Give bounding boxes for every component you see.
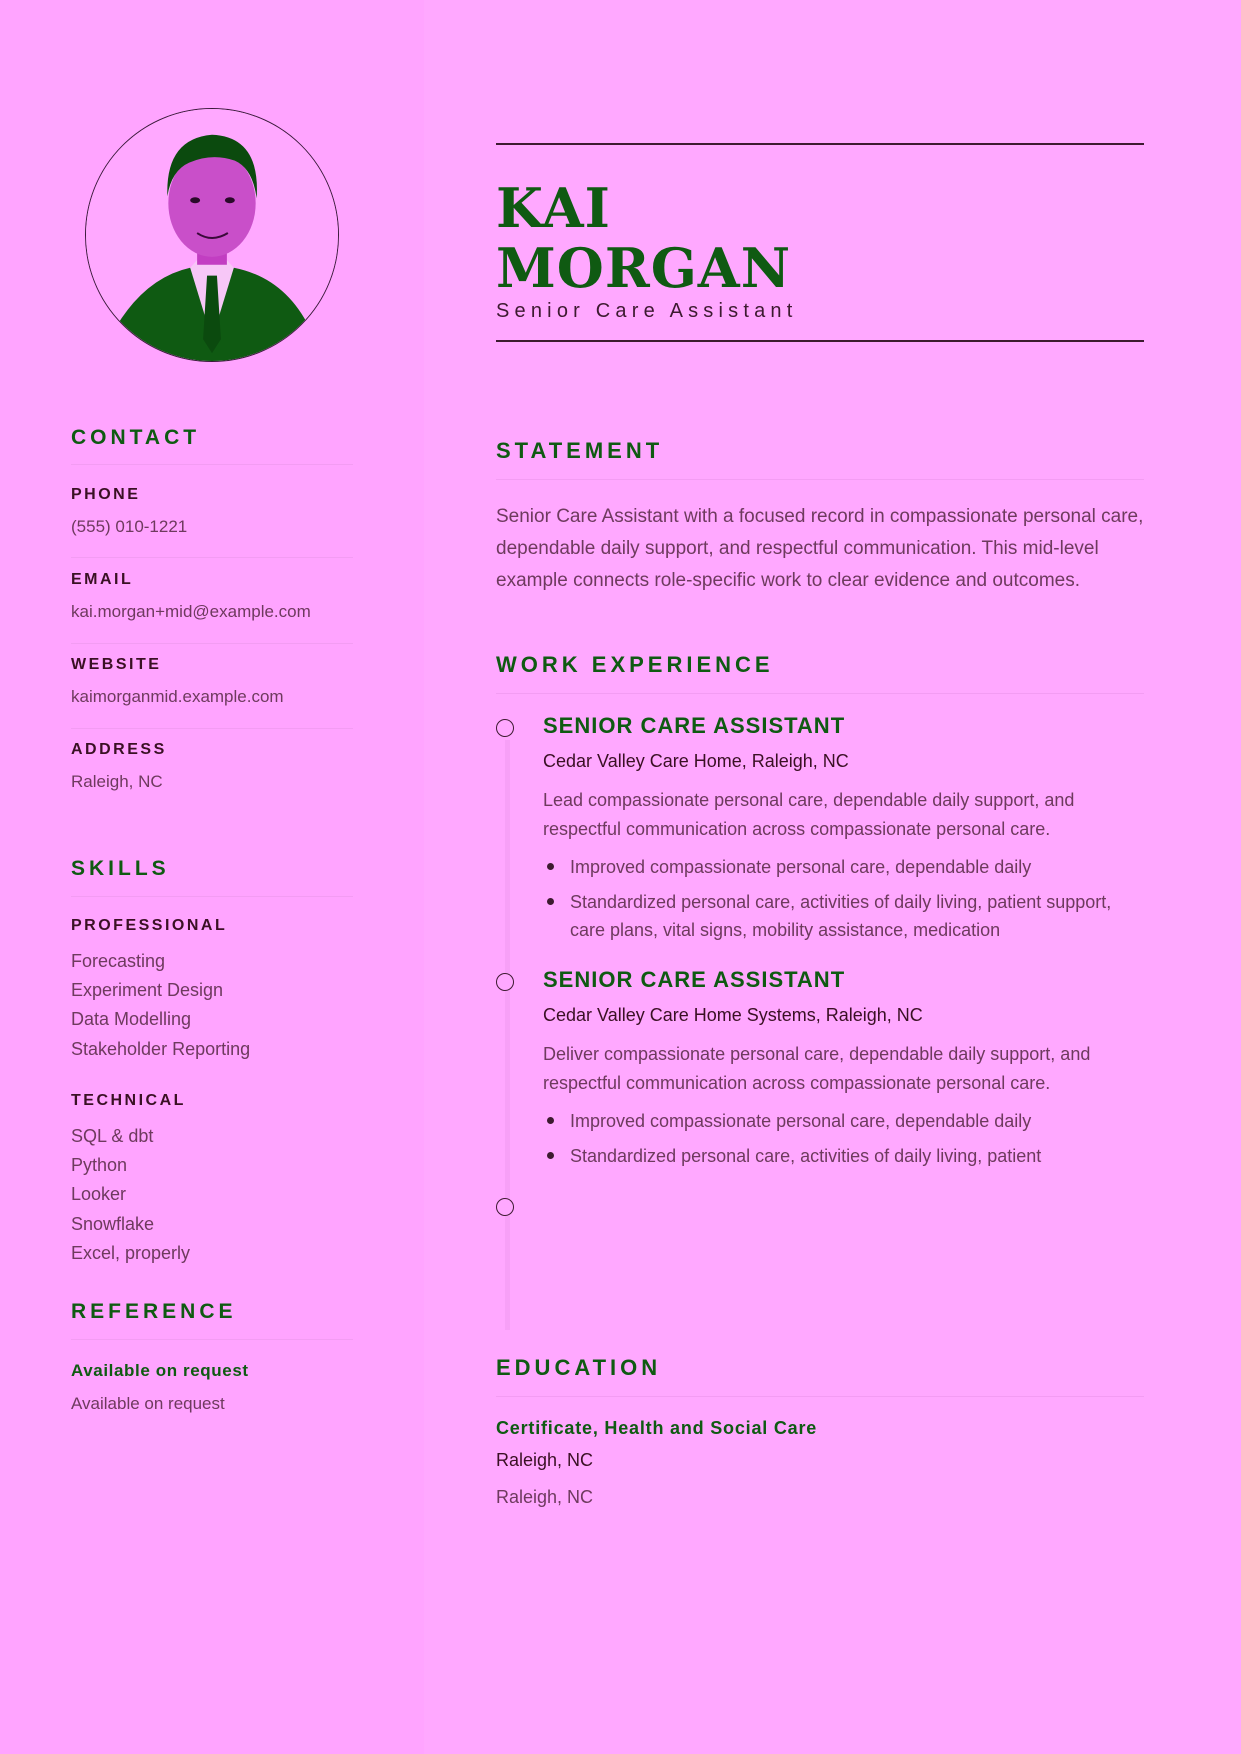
technical-skills-label: TECHNICAL — [71, 1092, 186, 1109]
education-detail: Raleigh, NC — [496, 1487, 594, 1507]
statement-text: Senior Care Assistant with a focused record in compassionate personal care, dependable daily support, and respectful communication. This mid-level example connects role-specific work to clear evidence and outcomes. — [496, 506, 1144, 591]
contact-heading: CONTACT — [71, 426, 201, 449]
list-item: Improved compassionate personal care, dependable daily — [543, 853, 1143, 881]
timeline-dot — [496, 973, 514, 991]
address-value: Raleigh, NC — [71, 772, 163, 791]
reference-detail: Available on request — [71, 1394, 225, 1413]
education-location: Raleigh, NC — [496, 1450, 594, 1470]
list-item: Forecasting — [71, 951, 166, 971]
list-item: Python — [71, 1155, 128, 1176]
timeline-dot — [496, 719, 514, 737]
email-label: EMAIL — [71, 571, 134, 588]
first-name: KAI — [496, 176, 611, 240]
job-title: SENIOR CARE ASSISTANT — [543, 967, 846, 992]
list-item: Improved compassionate personal care, dependable daily — [543, 1107, 1143, 1135]
job-description: Lead compassionate personal care, dependable daily support, and respectful communication across compassionate personal care. — [543, 790, 1075, 839]
reference-heading: REFERENCE — [71, 1300, 237, 1323]
header-top-rule — [496, 143, 1144, 145]
experience-divider — [496, 693, 1144, 694]
job-company: Cedar Valley Care Home, Raleigh, NC — [543, 751, 849, 771]
website-value[interactable]: kaimorganmid.example.com — [71, 687, 284, 706]
statement-divider — [496, 479, 1144, 480]
job-role: Senior Care Assistant — [496, 300, 798, 322]
statement-heading: STATEMENT — [496, 438, 664, 463]
education-heading: EDUCATION — [496, 1355, 662, 1380]
job-description: Deliver compassionate personal care, dependable daily support, and respectful communication across compassionate personal care. — [543, 1044, 1091, 1093]
skills-divider — [71, 896, 353, 897]
job-company: Cedar Valley Care Home Systems, Raleigh, NC — [543, 1005, 923, 1025]
reference-title: Available on request — [71, 1361, 249, 1380]
list-item: SQL & dbt — [71, 1126, 154, 1146]
job-bullets — [543, 853, 1143, 946]
experience-heading: WORK EXPERIENCE — [496, 652, 774, 677]
website-label: WEBSITE — [71, 656, 162, 673]
header-bottom-rule — [496, 340, 1144, 342]
list-item: Looker — [71, 1184, 127, 1205]
list-item: Standardized personal care, activities of daily living, patient — [543, 1142, 1143, 1170]
skills-heading: SKILLS — [71, 857, 170, 880]
professional-skills-list — [71, 947, 250, 1064]
phone-value[interactable]: (555) 010-1221 — [71, 517, 188, 536]
candidate-name — [496, 178, 791, 298]
profile-photo — [85, 108, 339, 362]
list-item: Snowflake — [71, 1213, 155, 1234]
last-name: MORGAN — [496, 236, 792, 300]
list-item: Standardized personal care, activities of daily living, patient support, care plans, vital signs, mobility assistance, medication — [543, 888, 1143, 944]
timeline-dot — [496, 1198, 514, 1216]
address-label: ADDRESS — [71, 741, 167, 758]
job-title: SENIOR CARE ASSISTANT — [543, 713, 846, 738]
list-item: Data Modelling — [71, 1009, 192, 1030]
person-portrait-icon — [86, 109, 338, 361]
email-value[interactable]: kai.morgan+mid@example.com — [71, 602, 311, 621]
list-item: Experiment Design — [71, 980, 224, 1001]
website-divider — [71, 728, 353, 729]
job-bullets — [543, 1107, 1143, 1177]
professional-skills-label: PROFESSIONAL — [71, 917, 228, 934]
list-item: Stakeholder Reporting — [71, 1038, 251, 1059]
list-item: Excel, properly — [71, 1242, 191, 1263]
technical-skills-list — [71, 1122, 190, 1268]
phone-label: PHONE — [71, 486, 141, 503]
timeline-line — [505, 740, 510, 1330]
email-divider — [71, 643, 353, 644]
education-title: Certificate, Health and Social Care — [496, 1418, 818, 1438]
contact-divider — [71, 464, 353, 465]
education-divider — [496, 1396, 1144, 1397]
phone-divider — [71, 557, 353, 558]
reference-divider — [71, 1339, 353, 1340]
